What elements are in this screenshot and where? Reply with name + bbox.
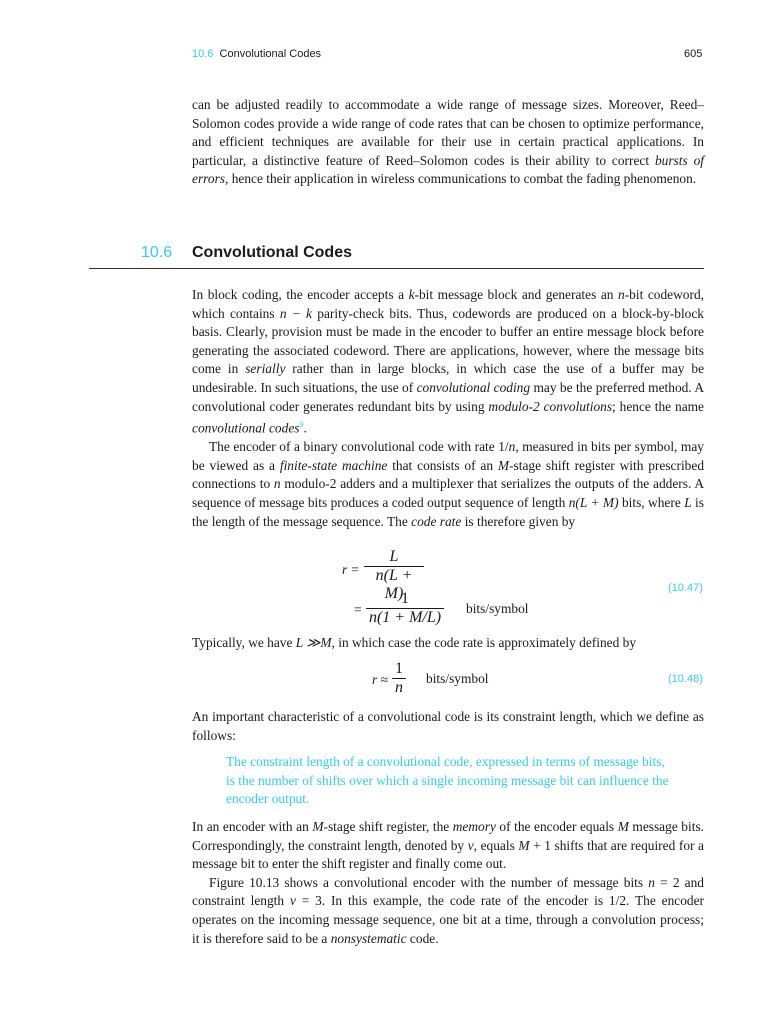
- term-bursts-of-errors: bursts of errors: [192, 152, 704, 187]
- eq-1048-frac: $\frac{1}{n}$: [392, 660, 406, 697]
- eq-1047-frac1: $\frac{L}{n(L + M)}$: [364, 548, 424, 603]
- running-header: [192, 48, 321, 60]
- paragraph-encoder: The encoder of a binary convolutional code with rate 1/n, measured in bits per symbol, may be viewed as a finite-state machine that consists of an M-stage shift register with prescribed connections to n modulo-2 adders and a multiplexer that serializes the outputs of the adders. A sequence of message bits produces a coded output sequence of length n(L + M) bits, where L is the length of the message sequence. The code rate is therefore given by: [192, 439, 705, 529]
- paragraph-memory: In an encoder with an M-stage shift register, the memory of the encoder equals M message bits. Correspondingly, the constraint length, denoted by ν, equals M + 1 shifts that are required for a message bit to enter the shift register and finally come out.: [192, 819, 704, 872]
- eq-1047-eq2: =: [354, 602, 362, 617]
- term-memory: memory: [452, 819, 496, 834]
- eq-1048-lhs: r ≈: [372, 672, 388, 687]
- term-nonsystematic: nonsystematic: [330, 930, 407, 946]
- paragraph-constraint-intro: An important characteristic of a convolutional code is its constraint length, which we define as follows:: [192, 709, 704, 743]
- term-convolutional-coding: convolutional coding: [416, 379, 531, 395]
- header-section-title: Convolutional Codes: [219, 48, 322, 60]
- paragraph-figure-10-13: Figure 10.13 shows a convolutional encoder with the number of message bits n = 2 and constraint length ν = 3. In this example, the code rate of the encoder is 1/2. The encoder operates on the incoming message sequence, one bit at a time, through a convolution process; it is therefore said to be a nonsystematic code.: [192, 874, 704, 946]
- eq-1047-frac2: $\frac{1}{n(1 + M/L)}$: [366, 590, 444, 627]
- term-modulo-2: modulo-2 convolutions: [488, 398, 613, 414]
- body-paragraphs-1-2: [192, 286, 704, 531]
- term-convolutional-codes: convolutional codes: [192, 420, 300, 436]
- term-code-rate: code rate: [411, 513, 462, 529]
- intro-paragraph: [192, 96, 704, 189]
- intro-text-1: can be adjusted readily to accommodate a wide range of message sizes. Moreover, Reed–Solomon codes provide a wide range of code rates that can be chosen to optimize performance, and efficient techniques are available for their use in certain practical applications. In particular, a distinctive feature of Reed–Solomon codes is their ability to correct: [192, 97, 704, 168]
- eq-1047-unit: bits/symbol: [466, 601, 529, 616]
- footnote-marker[interactable]: 9: [299, 420, 304, 430]
- header-section-number: 10.6: [192, 48, 214, 60]
- eq-1047-lhs: r =: [342, 562, 360, 577]
- section-number: 10.6: [141, 244, 173, 261]
- body-paragraphs-3-4: [192, 818, 704, 948]
- section-rule: [89, 268, 704, 269]
- paragraph-typically: Typically, we have L ≫M, in which case the code rate is approximately defined by: [192, 635, 637, 650]
- eq-1048-label: (10.48): [668, 673, 703, 685]
- page-number: 605: [684, 48, 703, 60]
- term-fsm: finite-state machine: [279, 457, 388, 473]
- paragraph-block-coding: In block coding, the encoder accepts a k-bit message block and generates an n-bit codeword, which contains n − k parity-check bits. Thus, codewords are produced on a block-by-block basis. Clearly, provision must be made in the encoder to buffer an entire message block before generating the associated codeword. There are applications, however, where the message bits come in serially rather than in large blocks, in which case the use of a buffer may be undesirable. In such situations, the use of convolutional coding may be the preferred method. A convolutional coder generates redundant bits by using modulo-2 convolutions; hence the name convolutional codes$^9$.: [192, 287, 705, 436]
- term-serially: serially: [245, 361, 286, 377]
- eq-1048-unit: bits/symbol: [426, 671, 489, 686]
- eq-1047-label: (10.47): [668, 582, 703, 594]
- section-title: Convolutional Codes: [192, 244, 352, 261]
- definition-constraint-length: The constraint length of a convolutional code, expressed in terms of message bits, is the number of shifts over which a single incoming message bit can influence the encoder output.: [226, 754, 669, 807]
- intro-text-2: , hence their application in wireless communications to combat the fading phenomenon.: [225, 171, 697, 187]
